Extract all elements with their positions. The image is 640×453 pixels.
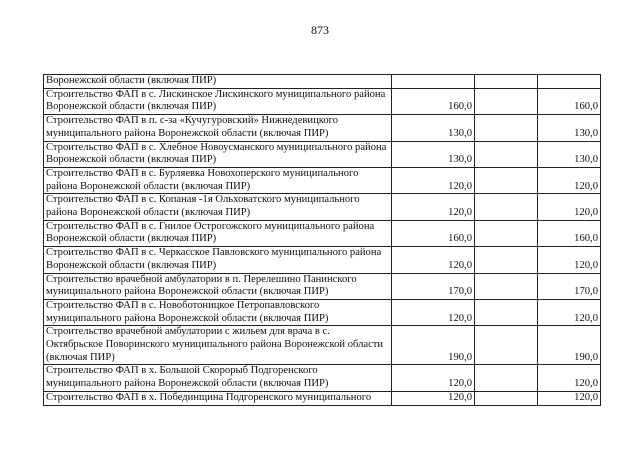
amount-value: 160,0 bbox=[448, 233, 472, 245]
object-name: Строительство ФАП в х. Большой Скорорыб Подгоренского муниципального района Воронежской области (включая ПИР) bbox=[46, 365, 329, 390]
amount-cell-3 bbox=[538, 194, 601, 220]
amount-cell-2 bbox=[475, 75, 538, 89]
name-cell bbox=[44, 141, 392, 167]
object-name: Строительство ФАП в п. с-за «Кучугуровский» Нижнедевицкого муниципального района Воронежской области (включая ПИР) bbox=[46, 115, 339, 139]
object-name: Строительство ФАП в с. Лискинское Лискинского муниципального района Воронежской области (включая ПИР) bbox=[46, 88, 386, 113]
table-row bbox=[44, 391, 601, 405]
name-cell bbox=[44, 115, 392, 141]
name-cell bbox=[44, 220, 392, 246]
name-cell bbox=[44, 299, 392, 325]
name-cell bbox=[44, 75, 392, 89]
table-row bbox=[44, 247, 601, 273]
name-cell bbox=[44, 391, 392, 405]
table-row bbox=[44, 194, 601, 220]
budget-table bbox=[43, 74, 601, 406]
amount-cell-1 bbox=[392, 75, 475, 89]
object-name: Строительство ФАП в с. Новоботоницкое Петропавловского муниципального района Воронежской области (включая ПИР) bbox=[46, 299, 329, 324]
amount-cell-3 bbox=[538, 75, 601, 89]
amount-value: 130,0 bbox=[574, 127, 598, 139]
amount-cell-1 bbox=[392, 273, 475, 299]
name-cell bbox=[44, 88, 392, 114]
name-cell bbox=[44, 247, 392, 273]
table-row bbox=[44, 75, 601, 89]
table-row bbox=[44, 365, 601, 391]
name-cell bbox=[44, 167, 392, 193]
object-name: Строительство ФАП в х. Побединщина Подгоренского муниципального bbox=[46, 391, 372, 403]
amount-cell-2 bbox=[475, 194, 538, 220]
table-row bbox=[44, 326, 601, 365]
name-cell bbox=[44, 365, 392, 391]
table-body bbox=[44, 75, 601, 406]
amount-cell-1 bbox=[392, 365, 475, 391]
amount-value: 130,0 bbox=[448, 154, 472, 166]
object-name: Строительство ФАП в с. Копаная -1я Ольховатского муниципального района Воронежской области (включая ПИР) bbox=[46, 194, 360, 219]
amount-cell-2 bbox=[475, 220, 538, 246]
amount-cell-1 bbox=[392, 141, 475, 167]
object-name: Воронежской области (включая ПИР) bbox=[46, 75, 217, 86]
table-row bbox=[44, 115, 601, 141]
amount-value: 120,0 bbox=[574, 180, 598, 192]
name-cell bbox=[44, 194, 392, 220]
object-name: Строительство врачебной амбулатории с жильем для врача в с. Октябрьское Поворинского муниципального района Воронежской области (включая ПИР) bbox=[46, 326, 384, 363]
amount-value: 120,0 bbox=[574, 378, 598, 390]
page-number: 873 bbox=[311, 23, 329, 37]
amount-value: 120,0 bbox=[574, 312, 598, 324]
amount-cell-1 bbox=[392, 194, 475, 220]
name-cell bbox=[44, 326, 392, 365]
amount-value: 190,0 bbox=[574, 351, 598, 363]
amount-value: 160,0 bbox=[448, 101, 472, 113]
amount-cell-3 bbox=[538, 88, 601, 114]
amount-value: 120,0 bbox=[448, 180, 472, 192]
object-name: Строительство врачебной амбулатории в п. Перелешино Панинского муниципального района Воронежской области (включая ПИР) bbox=[46, 273, 357, 298]
amount-cell-2 bbox=[475, 141, 538, 167]
table-row bbox=[44, 273, 601, 299]
amount-cell-3 bbox=[538, 220, 601, 246]
table-row bbox=[44, 88, 601, 114]
table-row bbox=[44, 141, 601, 167]
amount-value: 130,0 bbox=[448, 127, 472, 139]
amount-value: 130,0 bbox=[574, 154, 598, 166]
amount-cell-1 bbox=[392, 299, 475, 325]
amount-cell-3 bbox=[538, 273, 601, 299]
object-name: Строительство ФАП в с. Гнилое Острогожского муниципального района Воронежской области (включая ПИР) bbox=[46, 220, 375, 245]
amount-value: 170,0 bbox=[448, 286, 472, 298]
amount-value: 120,0 bbox=[448, 207, 472, 219]
amount-cell-3 bbox=[538, 141, 601, 167]
amount-cell-1 bbox=[392, 326, 475, 365]
amount-cell-3 bbox=[538, 365, 601, 391]
amount-value: 120,0 bbox=[574, 259, 598, 271]
amount-value: 120,0 bbox=[574, 207, 598, 219]
amount-cell-3 bbox=[538, 391, 601, 405]
amount-cell-3 bbox=[538, 247, 601, 273]
amount-value: 190,0 bbox=[448, 351, 472, 363]
amount-value: 160,0 bbox=[574, 101, 598, 113]
amount-cell-1 bbox=[392, 220, 475, 246]
amount-value: 120,0 bbox=[448, 378, 472, 390]
amount-value: 120,0 bbox=[448, 391, 472, 403]
amount-cell-2 bbox=[475, 273, 538, 299]
amount-value: 160,0 bbox=[574, 233, 598, 245]
amount-cell-3 bbox=[538, 115, 601, 141]
object-name: Строительство ФАП в с. Бурляевка Новохоперского муниципального района Воронежской области (включая ПИР) bbox=[46, 167, 359, 192]
amount-cell-2 bbox=[475, 391, 538, 405]
amount-cell-1 bbox=[392, 247, 475, 273]
amount-cell-3 bbox=[538, 326, 601, 365]
table-row bbox=[44, 167, 601, 193]
object-name: Строительство ФАП в с. Хлебное Новоусманского муниципального района Воронежской области (включая ПИР) bbox=[46, 141, 387, 166]
amount-value: 120,0 bbox=[448, 312, 472, 324]
amount-cell-1 bbox=[392, 115, 475, 141]
amount-cell-3 bbox=[538, 167, 601, 193]
name-cell bbox=[44, 273, 392, 299]
amount-cell-3 bbox=[538, 299, 601, 325]
amount-cell-2 bbox=[475, 115, 538, 141]
amount-cell-1 bbox=[392, 88, 475, 114]
amount-value: 170,0 bbox=[574, 286, 598, 298]
object-name: Строительство ФАП в с. Черкасское Павловского муниципального района Воронежской области (включая ПИР) bbox=[46, 247, 382, 271]
amount-cell-2 bbox=[475, 247, 538, 273]
amount-cell-2 bbox=[475, 88, 538, 114]
amount-cell-2 bbox=[475, 167, 538, 193]
amount-cell-1 bbox=[392, 167, 475, 193]
table-row bbox=[44, 220, 601, 246]
table-row bbox=[44, 299, 601, 325]
amount-value: 120,0 bbox=[448, 259, 472, 271]
amount-cell-1 bbox=[392, 391, 475, 405]
amount-cell-2 bbox=[475, 326, 538, 365]
amount-value: 120,0 bbox=[574, 391, 598, 403]
amount-cell-2 bbox=[475, 299, 538, 325]
amount-cell-2 bbox=[475, 365, 538, 391]
